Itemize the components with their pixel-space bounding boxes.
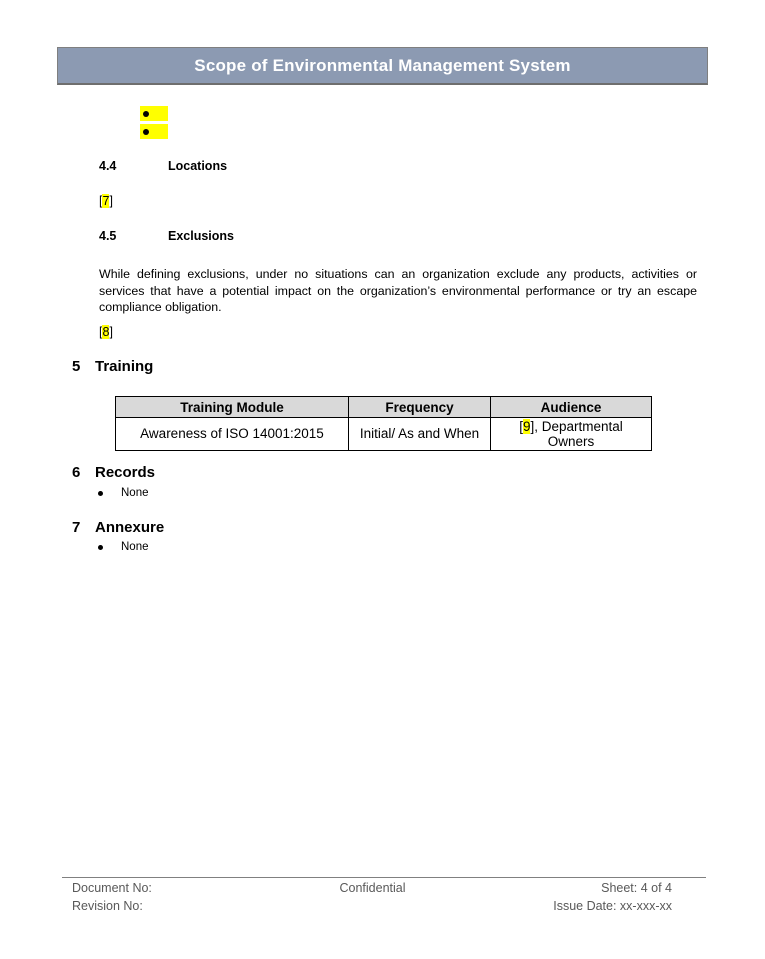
section-heading-4-5 <box>99 229 234 243</box>
column-header-audience: Audience <box>491 397 652 418</box>
training-table <box>115 396 652 451</box>
records-none-item <box>98 487 149 499</box>
bracket-open: [ <box>519 418 523 434</box>
footer-divider <box>62 877 706 878</box>
bracket-open: [ <box>99 325 103 339</box>
section-heading-4-4 <box>99 159 227 173</box>
highlighted-ref-number: 7 <box>102 194 110 208</box>
document-title: Scope of Environmental Management System <box>194 55 571 75</box>
bracket-close: ] <box>109 194 113 208</box>
section-label: Training <box>95 358 154 375</box>
audience-text: ], Departmental Owners <box>530 418 623 449</box>
section-label: Annexure <box>95 519 165 536</box>
section-heading-6 <box>72 464 155 481</box>
section-number: 7 <box>72 519 81 536</box>
section-heading-5 <box>72 358 153 375</box>
table-row <box>116 418 652 451</box>
cell-training-module: Awareness of ISO 14001:2015 <box>116 418 349 451</box>
footer-issue-date: Issue Date: xx-xxx-xx <box>553 898 672 913</box>
section-label: Exclusions <box>168 229 234 243</box>
footer-confidential: Confidential <box>339 881 406 895</box>
section-number: 6 <box>72 464 81 481</box>
exclusions-paragraph: While defining exclusions, under no situations can an organization exclude any products, activities or services that have a potential impact on the organization’s environmental performance or try an escape compliance obligation. <box>99 267 697 315</box>
placeholder-7 <box>99 194 113 208</box>
highlighted-bullet-item <box>140 106 168 121</box>
cell-frequency: Initial/ As and When <box>349 418 491 451</box>
highlighted-ref-number: 9 <box>522 418 531 434</box>
highlighted-bullet-list <box>140 106 168 142</box>
footer-revision-no: Revision No: <box>72 898 143 913</box>
bracket-close: ] <box>109 325 113 339</box>
highlighted-bullet-item <box>140 124 168 139</box>
bullet-icon <box>98 491 103 496</box>
column-header-frequency: Frequency <box>349 397 491 418</box>
section-number: 4.4 <box>99 159 117 173</box>
bullet-icon <box>143 111 149 117</box>
annexure-none-label: None <box>121 541 149 553</box>
annexure-none-item <box>98 541 149 553</box>
footer-sheet: Sheet: 4 of 4 <box>601 881 672 895</box>
footer-right <box>553 880 672 915</box>
table-header-row <box>116 397 652 418</box>
section-label: Records <box>95 464 156 481</box>
highlighted-ref-number: 8 <box>102 325 110 339</box>
section-number: 4.5 <box>99 229 117 243</box>
document-title-banner <box>57 47 708 85</box>
section-label: Locations <box>168 159 228 173</box>
cell-audience <box>491 418 652 451</box>
section-number: 5 <box>72 358 81 375</box>
footer-document-no: Document No: <box>72 881 152 895</box>
records-none-label: None <box>121 487 149 499</box>
bullet-icon <box>143 129 149 135</box>
bullet-icon <box>98 545 103 550</box>
bracket-open: [ <box>99 194 103 208</box>
column-header-training-module: Training Module <box>116 397 349 418</box>
section-heading-7 <box>72 519 164 536</box>
placeholder-8 <box>99 325 113 339</box>
